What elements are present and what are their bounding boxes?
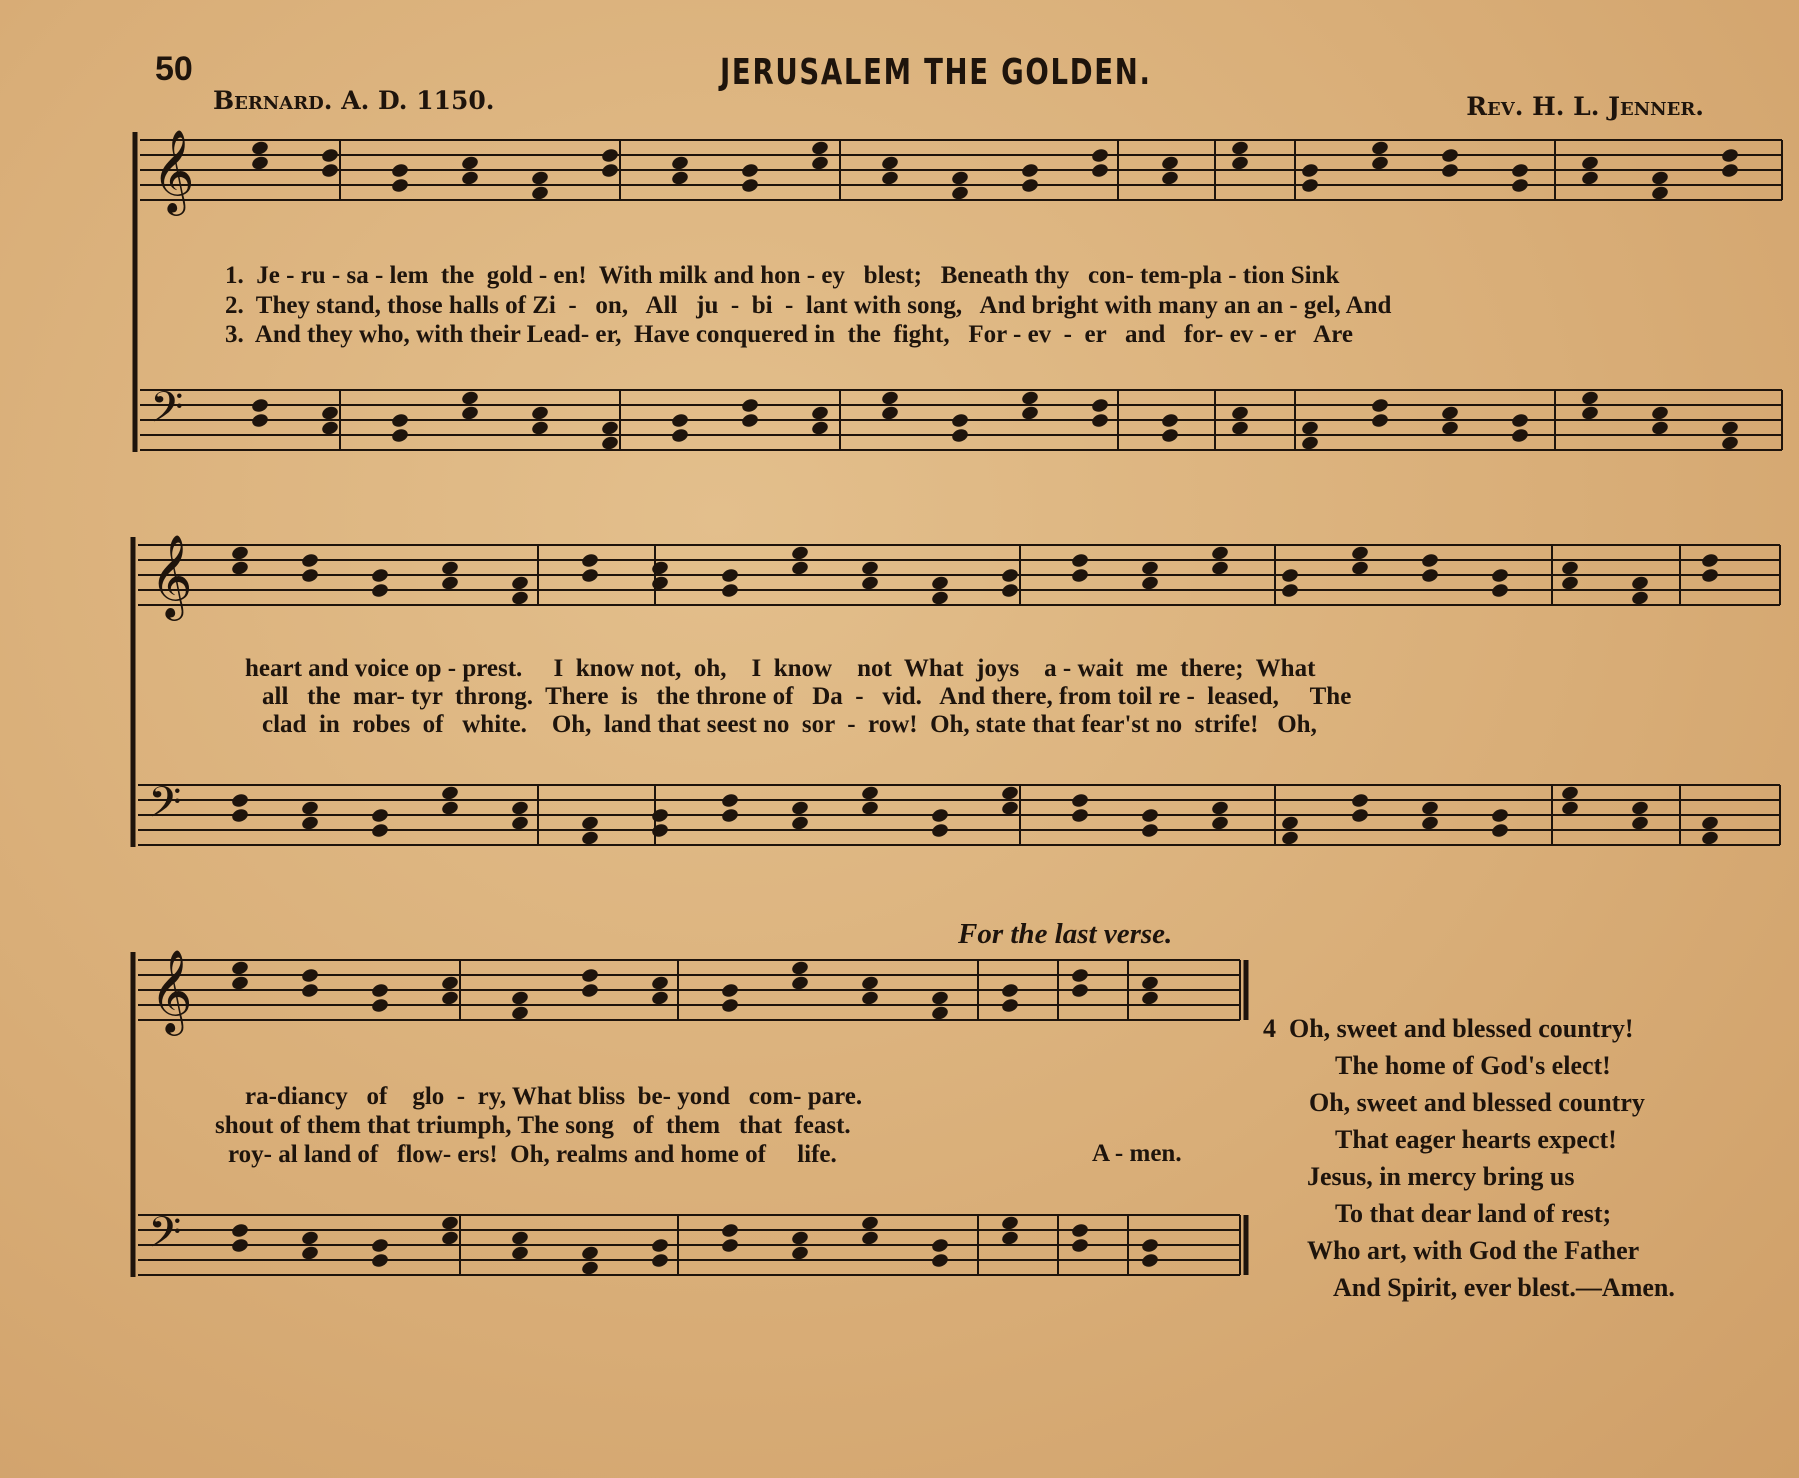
note-head xyxy=(1650,170,1669,187)
note-head xyxy=(670,170,689,187)
note-head xyxy=(1420,800,1439,817)
note-head xyxy=(650,1252,669,1269)
note-head xyxy=(860,990,879,1007)
note-head xyxy=(440,575,459,592)
note-head xyxy=(1560,575,1579,592)
page-number: 50 xyxy=(155,50,193,88)
note-head xyxy=(1210,815,1229,832)
note-head xyxy=(880,405,899,422)
note-head xyxy=(300,967,319,984)
treble-clef-icon: 𝄞 xyxy=(152,128,195,212)
note-head xyxy=(230,1237,249,1254)
note-head xyxy=(930,590,949,607)
note-head xyxy=(860,1215,879,1232)
note-head xyxy=(230,545,249,562)
note-head xyxy=(510,590,529,607)
note-head xyxy=(1650,185,1669,202)
note-head xyxy=(440,560,459,577)
note-head xyxy=(1720,435,1739,452)
note-head xyxy=(860,975,879,992)
note-head xyxy=(580,1260,599,1277)
note-head xyxy=(1070,967,1089,984)
note-head xyxy=(790,975,809,992)
note-head xyxy=(740,412,759,429)
system2-verse1-lyric: heart and voice op - prest. I know not, oh, I know not What joys a - wait me there; What xyxy=(245,655,1316,682)
note-head xyxy=(320,162,339,179)
note-head xyxy=(1510,427,1529,444)
note-head xyxy=(1020,162,1039,179)
note-head xyxy=(370,982,389,999)
note-head xyxy=(580,982,599,999)
note-head xyxy=(230,975,249,992)
note-head xyxy=(1000,982,1019,999)
note-head xyxy=(1420,552,1439,569)
note-head xyxy=(580,552,599,569)
note-head xyxy=(1020,177,1039,194)
note-head xyxy=(720,982,739,999)
note-head xyxy=(1370,397,1389,414)
note-head xyxy=(440,785,459,802)
note-head xyxy=(790,800,809,817)
verse4-line: Who art, with God the Father xyxy=(1307,1236,1640,1265)
note-head xyxy=(230,792,249,809)
note-head xyxy=(510,990,529,1007)
note-head xyxy=(1580,405,1599,422)
note-head xyxy=(1000,785,1019,802)
bass-clef-icon: 𝄢 xyxy=(148,1208,182,1268)
note-head xyxy=(460,390,479,407)
note-head xyxy=(250,140,269,157)
note-head xyxy=(650,807,669,824)
note-head xyxy=(1230,155,1249,172)
note-head xyxy=(370,997,389,1014)
note-head xyxy=(930,1005,949,1022)
note-head xyxy=(440,800,459,817)
system1-verse2-lyric: 2. They stand, those halls of Zi - on, All ju - bi - lant with song, And bright with many an an - gel, And xyxy=(225,292,1392,319)
note-head xyxy=(1070,567,1089,584)
note-head xyxy=(720,582,739,599)
note-head xyxy=(720,567,739,584)
note-head xyxy=(1720,420,1739,437)
note-head xyxy=(600,420,619,437)
note-head xyxy=(860,800,879,817)
note-head xyxy=(1070,552,1089,569)
note-head xyxy=(720,997,739,1014)
note-head xyxy=(1350,545,1369,562)
note-head xyxy=(1140,822,1159,839)
hymn-title: JERUSALEM THE GOLDEN. xyxy=(720,52,1152,93)
note-head xyxy=(1020,405,1039,422)
note-head xyxy=(1700,830,1719,847)
note-head xyxy=(1090,147,1109,164)
note-head xyxy=(230,560,249,577)
note-head xyxy=(390,412,409,429)
note-head xyxy=(1000,1230,1019,1247)
note-head xyxy=(510,1245,529,1262)
note-head xyxy=(580,830,599,847)
note-head xyxy=(1000,800,1019,817)
note-head xyxy=(1160,170,1179,187)
note-head xyxy=(320,405,339,422)
note-head xyxy=(810,155,829,172)
note-head xyxy=(600,162,619,179)
note-head xyxy=(1630,590,1649,607)
note-head xyxy=(790,815,809,832)
note-head xyxy=(440,1215,459,1232)
note-head xyxy=(1300,435,1319,452)
note-head xyxy=(930,1237,949,1254)
note-head xyxy=(1510,162,1529,179)
system3-verse2-lyric: shout of them that triumph, The song of them that feast. xyxy=(215,1112,851,1139)
note-head xyxy=(670,155,689,172)
note-head xyxy=(880,390,899,407)
note-head xyxy=(810,405,829,422)
note-head xyxy=(650,990,669,1007)
note-head xyxy=(300,1230,319,1247)
note-head xyxy=(1490,822,1509,839)
note-head xyxy=(250,412,269,429)
note-head xyxy=(230,1222,249,1239)
note-head xyxy=(580,1245,599,1262)
note-head xyxy=(950,427,969,444)
note-head xyxy=(930,807,949,824)
note-head xyxy=(1720,162,1739,179)
note-head xyxy=(1630,815,1649,832)
note-head xyxy=(1440,147,1459,164)
note-head xyxy=(1510,177,1529,194)
note-head xyxy=(320,147,339,164)
note-head xyxy=(460,155,479,172)
note-head xyxy=(1350,792,1369,809)
note-head xyxy=(440,975,459,992)
note-head xyxy=(580,815,599,832)
note-head xyxy=(1160,427,1179,444)
note-head xyxy=(1140,575,1159,592)
note-head xyxy=(880,155,899,172)
note-head xyxy=(650,975,669,992)
bass-clef-icon: 𝄢 xyxy=(148,778,182,838)
verse-4 xyxy=(1263,1010,1675,1306)
note-head xyxy=(530,420,549,437)
note-head xyxy=(860,785,879,802)
note-head xyxy=(510,815,529,832)
note-head xyxy=(1720,147,1739,164)
note-head xyxy=(530,170,549,187)
note-head xyxy=(650,560,669,577)
note-head xyxy=(650,1237,669,1254)
note-head xyxy=(1140,990,1159,1007)
note-head xyxy=(390,162,409,179)
note-head xyxy=(1700,552,1719,569)
note-head xyxy=(860,575,879,592)
note-head xyxy=(370,582,389,599)
note-head xyxy=(720,1237,739,1254)
note-head xyxy=(860,560,879,577)
note-head xyxy=(1160,155,1179,172)
system1-verse1-lyric: 1. Je - ru - sa - lem the gold - en! With milk and hon - ey blest; Beneath thy con- tem-pla - tion Sink xyxy=(225,262,1340,289)
note-head xyxy=(600,435,619,452)
treble-clef-icon: 𝄞 xyxy=(150,948,193,1032)
note-head xyxy=(390,427,409,444)
note-head xyxy=(300,982,319,999)
note-head xyxy=(1090,397,1109,414)
note-head xyxy=(810,140,829,157)
note-head xyxy=(790,1230,809,1247)
note-head xyxy=(1370,412,1389,429)
note-head xyxy=(740,397,759,414)
note-head xyxy=(1070,982,1089,999)
note-head xyxy=(1230,140,1249,157)
note-head xyxy=(790,560,809,577)
note-head xyxy=(1650,420,1669,437)
note-head xyxy=(1420,567,1439,584)
note-head xyxy=(1020,390,1039,407)
note-head xyxy=(1440,420,1459,437)
note-head xyxy=(1300,177,1319,194)
note-head xyxy=(300,1245,319,1262)
note-head xyxy=(230,807,249,824)
note-head xyxy=(370,1252,389,1269)
note-head xyxy=(510,575,529,592)
note-head xyxy=(810,420,829,437)
verse4-line: That eager hearts expect! xyxy=(1335,1125,1617,1154)
note-head xyxy=(530,185,549,202)
note-head xyxy=(1280,830,1299,847)
note-head xyxy=(1370,140,1389,157)
note-head xyxy=(1560,785,1579,802)
note-head xyxy=(1230,420,1249,437)
note-head xyxy=(460,405,479,422)
note-head xyxy=(790,960,809,977)
note-head xyxy=(720,792,739,809)
note-head xyxy=(650,822,669,839)
note-head xyxy=(1700,815,1719,832)
note-head xyxy=(1490,567,1509,584)
note-head xyxy=(320,420,339,437)
note-head xyxy=(300,552,319,569)
note-head xyxy=(300,567,319,584)
note-head xyxy=(650,575,669,592)
note-head xyxy=(1350,560,1369,577)
note-head xyxy=(1350,807,1369,824)
system2-verse2-lyric: all the mar- tyr throng. There is the throne of Da - vid. And there, from toil re - leased, The xyxy=(262,683,1352,710)
verse4-line: 4 Oh, sweet and blessed country! xyxy=(1263,1014,1634,1043)
note-head xyxy=(250,397,269,414)
note-head xyxy=(1160,412,1179,429)
note-head xyxy=(1000,582,1019,599)
note-head xyxy=(1210,545,1229,562)
note-head xyxy=(370,567,389,584)
note-head xyxy=(1490,807,1509,824)
note-head xyxy=(530,405,549,422)
note-head xyxy=(390,177,409,194)
note-head xyxy=(1420,815,1439,832)
note-head xyxy=(230,960,249,977)
note-head xyxy=(1580,155,1599,172)
note-head xyxy=(1370,155,1389,172)
note-head xyxy=(790,545,809,562)
note-head xyxy=(300,815,319,832)
note-head xyxy=(1280,582,1299,599)
note-head xyxy=(1070,792,1089,809)
note-head xyxy=(1650,405,1669,422)
note-head xyxy=(580,967,599,984)
note-head xyxy=(1510,412,1529,429)
bass-clef-icon: 𝄢 xyxy=(150,383,184,443)
verse4-line: The home of God's elect! xyxy=(1335,1051,1611,1080)
note-head xyxy=(720,1222,739,1239)
note-head xyxy=(1070,1222,1089,1239)
note-head xyxy=(510,1005,529,1022)
note-head xyxy=(510,1230,529,1247)
note-head xyxy=(950,412,969,429)
note-head xyxy=(670,412,689,429)
verse4-line: To that dear land of rest; xyxy=(1335,1199,1612,1228)
note-head xyxy=(1440,162,1459,179)
note-head xyxy=(930,990,949,1007)
note-head xyxy=(1070,1237,1089,1254)
note-head xyxy=(1580,170,1599,187)
note-head xyxy=(1090,162,1109,179)
note-head xyxy=(1000,567,1019,584)
note-head xyxy=(790,1245,809,1262)
note-head xyxy=(440,1230,459,1247)
system3-verse3-lyric: roy- al land of flow- ers! Oh, realms and home of life. xyxy=(228,1141,837,1168)
system3-verse1-lyric: ra-diancy of glo - ry, What bliss be- yond com- pare. xyxy=(245,1083,863,1110)
note-head xyxy=(950,185,969,202)
author-credit: Bernard. A. D. 1150. xyxy=(213,86,495,115)
note-head xyxy=(950,170,969,187)
note-head xyxy=(580,567,599,584)
note-head xyxy=(1210,560,1229,577)
note-head xyxy=(1300,162,1319,179)
amen-lyric: A - men. xyxy=(1092,1140,1182,1167)
note-head xyxy=(600,147,619,164)
note-head xyxy=(510,800,529,817)
note-head xyxy=(370,1237,389,1254)
verse4-line: And Spirit, ever blest.—Amen. xyxy=(1333,1273,1675,1302)
note-head xyxy=(860,1230,879,1247)
note-head xyxy=(1140,975,1159,992)
note-head xyxy=(1280,567,1299,584)
note-head xyxy=(1580,390,1599,407)
note-head xyxy=(930,575,949,592)
note-head xyxy=(930,822,949,839)
note-head xyxy=(440,990,459,1007)
note-head xyxy=(1210,800,1229,817)
translator-credit: Rev. H. L. Jenner. xyxy=(1466,92,1704,121)
note-head xyxy=(1140,1252,1159,1269)
note-head xyxy=(1440,405,1459,422)
note-head xyxy=(1140,560,1159,577)
verse4-line: Oh, sweet and blessed country xyxy=(1309,1088,1645,1117)
note-head xyxy=(1630,800,1649,817)
note-head xyxy=(1490,582,1509,599)
note-head xyxy=(880,170,899,187)
note-head xyxy=(1000,997,1019,1014)
note-head xyxy=(460,170,479,187)
note-head xyxy=(740,177,759,194)
note-head xyxy=(1560,560,1579,577)
note-head xyxy=(1280,815,1299,832)
note-head xyxy=(1140,1237,1159,1254)
note-head xyxy=(740,162,759,179)
note-head xyxy=(1630,575,1649,592)
note-head xyxy=(370,822,389,839)
note-head xyxy=(1140,807,1159,824)
note-head xyxy=(1300,420,1319,437)
note-head xyxy=(300,800,319,817)
note-head xyxy=(1000,1215,1019,1232)
note-head xyxy=(720,807,739,824)
note-head xyxy=(1090,412,1109,429)
note-head xyxy=(930,1252,949,1269)
last-verse-label: For the last verse. xyxy=(958,918,1173,950)
verse4-line: Jesus, in mercy bring us xyxy=(1307,1162,1575,1191)
system1-verse3-lyric: 3. And they who, with their Lead- er, Have conquered in the fight, For - ev - er and for- ev - er Are xyxy=(225,321,1353,348)
note-head xyxy=(1560,800,1579,817)
treble-clef-icon: 𝄞 xyxy=(150,533,193,617)
system2-verse3-lyric: clad in robes of white. Oh, land that seest no sor - row! Oh, state that fear'st no strife! Oh, xyxy=(262,711,1317,738)
note-head xyxy=(670,427,689,444)
note-head xyxy=(1070,807,1089,824)
note-head xyxy=(1700,567,1719,584)
note-head xyxy=(370,807,389,824)
note-head xyxy=(1230,405,1249,422)
note-head xyxy=(250,155,269,172)
